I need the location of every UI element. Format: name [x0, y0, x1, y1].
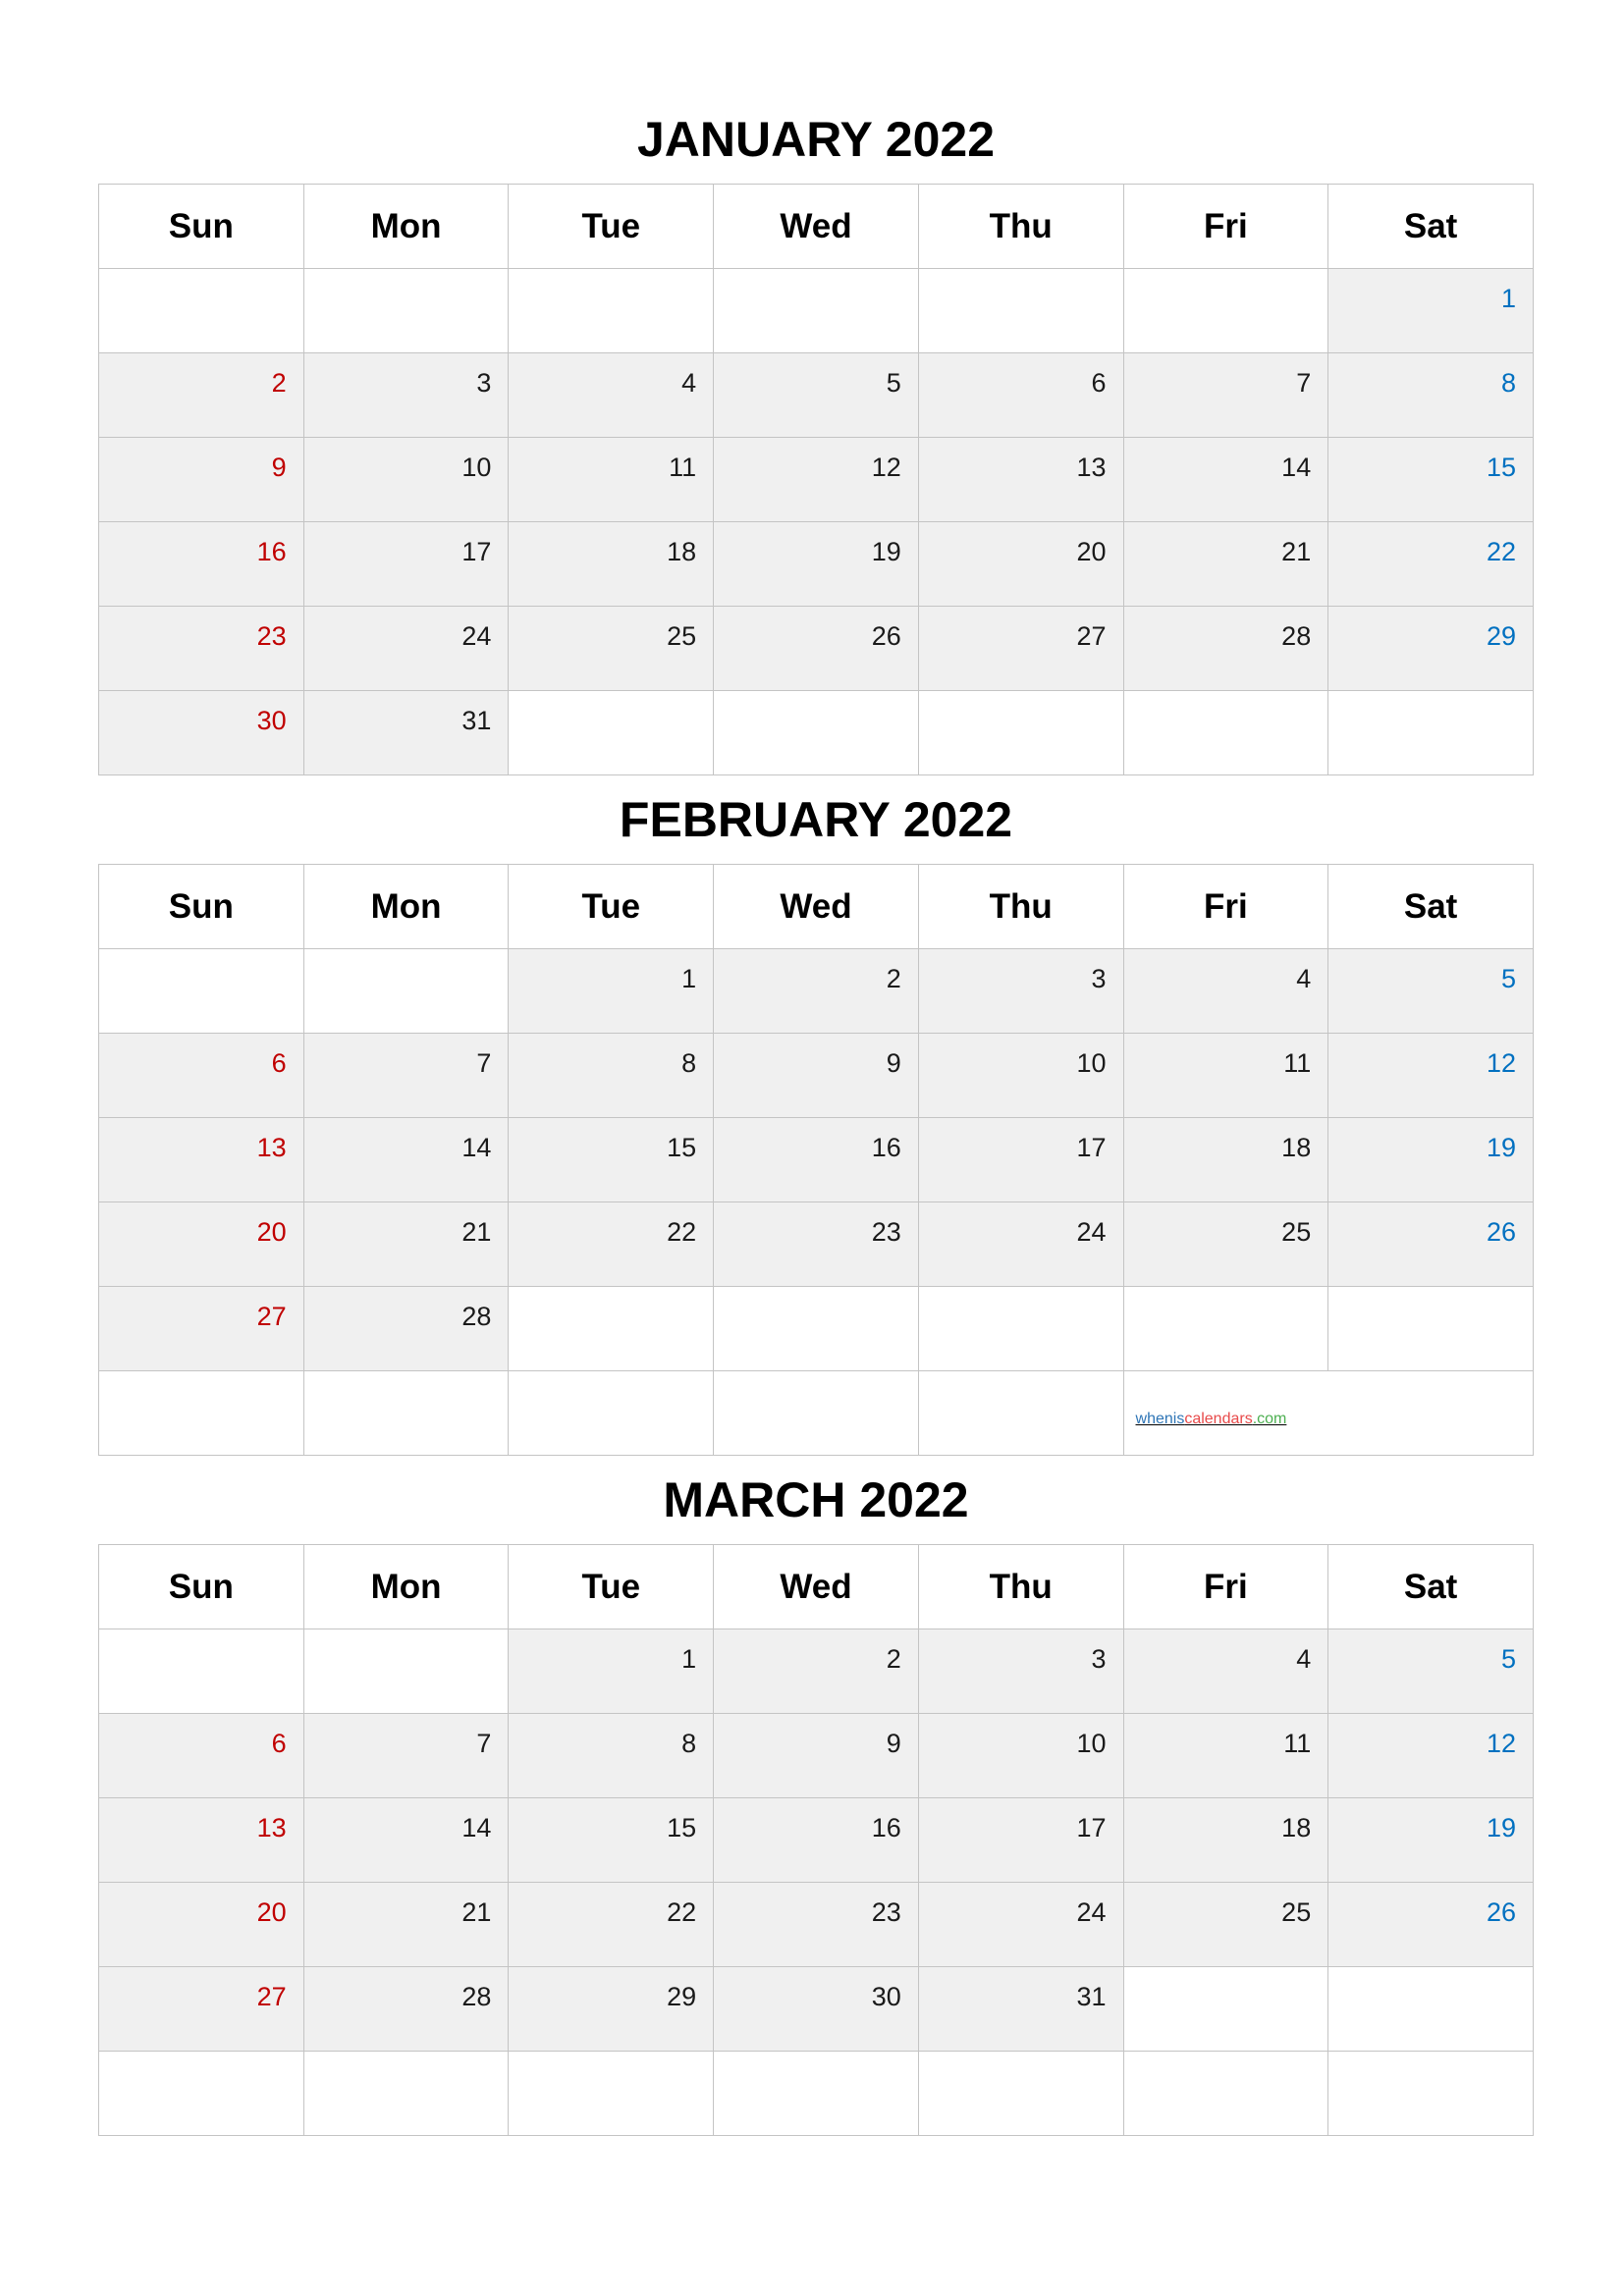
empty-cell	[918, 691, 1123, 775]
day-cell	[303, 1202, 509, 1287]
day-number: 22	[1486, 537, 1516, 566]
week-row	[99, 1371, 1534, 1456]
day-number: 8	[681, 1729, 697, 1758]
day-cell	[303, 1883, 509, 1967]
day-cell	[509, 1118, 714, 1202]
day-number: 9	[271, 453, 287, 482]
day-cell	[714, 1714, 919, 1798]
day-cell	[1328, 438, 1534, 522]
weekday-header-wed: Wed	[714, 865, 919, 949]
week-row	[99, 1967, 1534, 2052]
day-cell	[99, 1202, 304, 1287]
day-number: 11	[1283, 1729, 1312, 1758]
empty-cell	[1123, 1287, 1328, 1371]
week-row	[99, 1034, 1534, 1118]
empty-cell	[714, 1371, 919, 1456]
day-cell	[99, 691, 304, 775]
day-cell	[918, 353, 1123, 438]
week-row	[99, 269, 1534, 353]
day-cell	[509, 438, 714, 522]
day-number: 15	[667, 1133, 697, 1162]
weekday-header-row	[99, 185, 1534, 269]
empty-cell	[509, 691, 714, 775]
day-number: 17	[1076, 1813, 1107, 1842]
week-row	[99, 438, 1534, 522]
day-cell	[1328, 1798, 1534, 1883]
day-cell	[509, 353, 714, 438]
day-cell	[1328, 1714, 1534, 1798]
week-row	[99, 522, 1534, 607]
week-row	[99, 1714, 1534, 1798]
month-title-february: FEBRUARY 2022	[619, 792, 1013, 847]
month-title-january: JANUARY 2022	[636, 112, 996, 167]
day-number: 14	[461, 1813, 492, 1842]
day-cell	[714, 1967, 919, 2052]
day-cell	[1328, 1118, 1534, 1202]
day-number: 24	[1076, 1217, 1107, 1247]
day-number: 23	[871, 1217, 901, 1247]
day-number: 14	[1281, 453, 1312, 482]
day-cell	[99, 522, 304, 607]
watermark-link[interactable]	[1136, 1411, 1287, 1428]
day-cell	[918, 1202, 1123, 1287]
day-number: 31	[1076, 1982, 1107, 2011]
week-row	[99, 949, 1534, 1034]
day-cell	[99, 1118, 304, 1202]
day-cell	[714, 353, 919, 438]
day-number: 24	[1076, 1897, 1107, 1927]
weekday-header-sat: Sat	[1328, 185, 1534, 269]
day-number: 27	[256, 1302, 287, 1331]
day-cell	[99, 1967, 304, 2052]
day-number: 16	[871, 1813, 901, 1842]
day-number: 24	[461, 621, 492, 651]
day-cell	[99, 1034, 304, 1118]
day-cell	[99, 1714, 304, 1798]
day-cell	[303, 353, 509, 438]
week-row	[99, 1118, 1534, 1202]
weekday-header-thu: Thu	[918, 865, 1123, 949]
empty-cell	[303, 269, 509, 353]
day-cell	[714, 522, 919, 607]
empty-cell	[99, 2052, 304, 2136]
weekday-header-mon: Mon	[303, 865, 509, 949]
day-number: 17	[1076, 1133, 1107, 1162]
day-number: 18	[667, 537, 697, 566]
day-number: 12	[871, 453, 901, 482]
empty-cell	[509, 1287, 714, 1371]
empty-cell	[918, 1371, 1123, 1456]
day-number: 12	[1486, 1729, 1516, 1758]
day-cell	[1328, 607, 1534, 691]
day-number: 10	[461, 453, 492, 482]
day-number: 25	[1281, 1217, 1312, 1247]
day-cell	[509, 1034, 714, 1118]
weekday-header-tue: Tue	[509, 865, 714, 949]
day-number: 14	[461, 1133, 492, 1162]
day-cell	[1123, 1034, 1328, 1118]
day-cell	[918, 1034, 1123, 1118]
day-cell	[918, 1883, 1123, 1967]
day-cell	[509, 607, 714, 691]
day-number: 3	[1091, 1644, 1107, 1674]
empty-cell	[714, 691, 919, 775]
day-cell	[1123, 949, 1328, 1034]
day-cell	[918, 438, 1123, 522]
day-number: 4	[1296, 1644, 1312, 1674]
day-cell	[1123, 607, 1328, 691]
day-number: 7	[476, 1048, 492, 1078]
empty-cell	[303, 1371, 509, 1456]
day-cell	[303, 1034, 509, 1118]
day-number: 29	[1486, 621, 1516, 651]
empty-cell	[714, 1287, 919, 1371]
day-number: 19	[871, 537, 901, 566]
empty-cell	[1328, 1287, 1534, 1371]
day-number: 10	[1076, 1729, 1107, 1758]
day-number: 22	[667, 1897, 697, 1927]
day-number: 21	[1281, 537, 1312, 566]
day-cell	[1123, 1798, 1328, 1883]
day-cell	[509, 1202, 714, 1287]
day-cell	[918, 1714, 1123, 1798]
day-cell	[1328, 522, 1534, 607]
day-number: 7	[476, 1729, 492, 1758]
empty-cell	[918, 2052, 1123, 2136]
day-number: 2	[886, 1644, 901, 1674]
day-number: 28	[461, 1982, 492, 2011]
day-number: 11	[669, 453, 697, 482]
empty-cell	[303, 1629, 509, 1714]
day-cell	[714, 1118, 919, 1202]
day-cell	[714, 1034, 919, 1118]
week-row	[99, 1883, 1534, 1967]
day-cell	[1123, 438, 1328, 522]
day-cell	[1328, 1202, 1534, 1287]
weekday-header-wed: Wed	[714, 185, 919, 269]
day-number: 31	[461, 706, 492, 735]
day-number: 20	[256, 1217, 287, 1247]
weekday-header-sun: Sun	[99, 865, 304, 949]
day-number: 2	[886, 964, 901, 993]
day-number: 16	[871, 1133, 901, 1162]
weekday-header-thu: Thu	[918, 1545, 1123, 1629]
day-number: 28	[1281, 621, 1312, 651]
week-row	[99, 1287, 1534, 1371]
day-number: 10	[1076, 1048, 1107, 1078]
day-number: 27	[1076, 621, 1107, 651]
week-row	[99, 1629, 1534, 1714]
day-cell	[918, 1967, 1123, 2052]
day-number: 26	[871, 621, 901, 651]
weekday-header-sat: Sat	[1328, 865, 1534, 949]
empty-cell	[918, 269, 1123, 353]
day-cell	[918, 1798, 1123, 1883]
day-number: 6	[1091, 368, 1107, 398]
weekday-header-thu: Thu	[918, 185, 1123, 269]
day-cell	[99, 438, 304, 522]
day-cell	[714, 438, 919, 522]
week-row	[99, 607, 1534, 691]
day-cell	[303, 1967, 509, 2052]
day-number: 8	[681, 1048, 697, 1078]
day-number: 9	[886, 1729, 901, 1758]
day-cell	[303, 691, 509, 775]
day-number: 13	[256, 1133, 287, 1162]
weekday-header-fri: Fri	[1123, 185, 1328, 269]
day-cell	[714, 1629, 919, 1714]
day-cell	[1123, 353, 1328, 438]
day-number: 5	[1500, 964, 1516, 993]
day-cell	[1123, 522, 1328, 607]
day-cell	[303, 1118, 509, 1202]
day-cell	[303, 522, 509, 607]
day-cell	[1123, 1714, 1328, 1798]
weekday-header-sun: Sun	[99, 1545, 304, 1629]
empty-cell	[1328, 691, 1534, 775]
empty-cell	[1123, 269, 1328, 353]
day-number: 20	[1076, 537, 1107, 566]
day-number: 21	[461, 1897, 492, 1927]
day-cell	[1328, 1629, 1534, 1714]
weekday-header-fri: Fri	[1123, 1545, 1328, 1629]
empty-cell	[1123, 2052, 1328, 2136]
watermark-text-2: calendars	[1184, 1411, 1253, 1427]
day-cell	[1328, 949, 1534, 1034]
watermark-text-1: whenis	[1135, 1411, 1185, 1427]
day-number: 23	[256, 621, 287, 651]
day-cell	[714, 607, 919, 691]
day-number: 30	[256, 706, 287, 735]
weekday-header-mon: Mon	[303, 1545, 509, 1629]
day-number: 20	[256, 1897, 287, 1927]
day-cell	[99, 1883, 304, 1967]
weekday-header-wed: Wed	[714, 1545, 919, 1629]
day-cell	[303, 1714, 509, 1798]
day-number: 6	[271, 1048, 287, 1078]
watermark-cell	[1123, 1371, 1533, 1456]
day-cell	[509, 522, 714, 607]
day-cell	[509, 1883, 714, 1967]
day-cell	[99, 1798, 304, 1883]
day-number: 1	[681, 1644, 697, 1674]
day-number: 30	[871, 1982, 901, 2011]
day-cell	[303, 1798, 509, 1883]
weekday-header-row	[99, 865, 1534, 949]
day-number: 4	[1296, 964, 1312, 993]
day-cell	[303, 607, 509, 691]
day-number: 15	[1486, 453, 1516, 482]
day-number: 25	[1281, 1897, 1312, 1927]
day-number: 23	[871, 1897, 901, 1927]
weekday-header-sat: Sat	[1328, 1545, 1534, 1629]
day-number: 18	[1281, 1813, 1312, 1842]
day-number: 6	[271, 1729, 287, 1758]
day-number: 27	[256, 1982, 287, 2011]
day-cell	[303, 1287, 509, 1371]
day-number: 17	[461, 537, 492, 566]
week-row	[99, 691, 1534, 775]
day-number: 7	[1296, 368, 1312, 398]
day-number: 16	[256, 537, 287, 566]
empty-cell	[303, 949, 509, 1034]
calendar-grid-february	[98, 864, 1534, 1456]
day-number: 8	[1500, 368, 1516, 398]
day-cell	[714, 1798, 919, 1883]
day-number: 3	[1091, 964, 1107, 993]
day-cell	[918, 1629, 1123, 1714]
day-number: 4	[681, 368, 697, 398]
day-number: 5	[886, 368, 901, 398]
empty-cell	[99, 269, 304, 353]
day-cell	[509, 1798, 714, 1883]
day-number: 22	[667, 1217, 697, 1247]
day-cell	[714, 949, 919, 1034]
day-cell	[714, 1202, 919, 1287]
weekday-header-tue: Tue	[509, 1545, 714, 1629]
empty-cell	[509, 269, 714, 353]
day-number: 1	[681, 964, 697, 993]
weekday-header-fri: Fri	[1123, 865, 1328, 949]
empty-cell	[99, 949, 304, 1034]
calendar-grid-march	[98, 1544, 1534, 2136]
empty-cell	[714, 269, 919, 353]
day-number: 21	[461, 1217, 492, 1247]
empty-cell	[1328, 1967, 1534, 2052]
day-number: 28	[461, 1302, 492, 1331]
day-cell	[918, 607, 1123, 691]
watermark-text-3: .com	[1252, 1411, 1287, 1427]
day-cell	[509, 949, 714, 1034]
weekday-header-sun: Sun	[99, 185, 304, 269]
empty-cell	[1328, 2052, 1534, 2136]
day-cell	[1123, 1118, 1328, 1202]
day-number: 3	[476, 368, 492, 398]
day-number: 12	[1486, 1048, 1516, 1078]
day-number: 19	[1486, 1813, 1516, 1842]
day-number: 11	[1283, 1048, 1312, 1078]
day-number: 18	[1281, 1133, 1312, 1162]
empty-cell	[303, 2052, 509, 2136]
day-number: 1	[1500, 284, 1516, 313]
month-title-march: MARCH 2022	[663, 1472, 969, 1527]
day-cell	[1328, 1883, 1534, 1967]
day-cell	[509, 1714, 714, 1798]
weekday-header-row	[99, 1545, 1534, 1629]
day-cell	[1123, 1629, 1328, 1714]
day-number: 19	[1486, 1133, 1516, 1162]
day-cell	[99, 607, 304, 691]
calendar-grid-january	[98, 184, 1534, 775]
day-number: 2	[271, 368, 287, 398]
day-cell	[918, 1118, 1123, 1202]
day-number: 9	[886, 1048, 901, 1078]
day-number: 26	[1486, 1897, 1516, 1927]
empty-cell	[1123, 691, 1328, 775]
day-cell	[918, 949, 1123, 1034]
empty-cell	[99, 1629, 304, 1714]
weekday-header-tue: Tue	[509, 185, 714, 269]
day-cell	[303, 438, 509, 522]
day-number: 26	[1486, 1217, 1516, 1247]
empty-cell	[99, 1371, 304, 1456]
week-row	[99, 1798, 1534, 1883]
week-row	[99, 353, 1534, 438]
day-number: 5	[1500, 1644, 1516, 1674]
day-cell	[1328, 1034, 1534, 1118]
week-row	[99, 1202, 1534, 1287]
day-cell	[1328, 353, 1534, 438]
day-cell	[509, 1967, 714, 2052]
day-cell	[918, 522, 1123, 607]
empty-cell	[714, 2052, 919, 2136]
weekday-header-mon: Mon	[303, 185, 509, 269]
day-number: 15	[667, 1813, 697, 1842]
day-cell	[1123, 1202, 1328, 1287]
day-cell	[509, 1629, 714, 1714]
day-cell	[714, 1883, 919, 1967]
day-number: 13	[1076, 453, 1107, 482]
day-cell	[99, 353, 304, 438]
empty-cell	[918, 1287, 1123, 1371]
day-cell	[1123, 1883, 1328, 1967]
day-cell	[99, 1287, 304, 1371]
day-cell	[1328, 269, 1534, 353]
empty-cell	[1123, 1967, 1328, 2052]
empty-cell	[509, 2052, 714, 2136]
empty-cell	[509, 1371, 714, 1456]
day-number: 25	[667, 621, 697, 651]
day-number: 29	[667, 1982, 697, 2011]
day-number: 13	[256, 1813, 287, 1842]
week-row	[99, 2052, 1534, 2136]
